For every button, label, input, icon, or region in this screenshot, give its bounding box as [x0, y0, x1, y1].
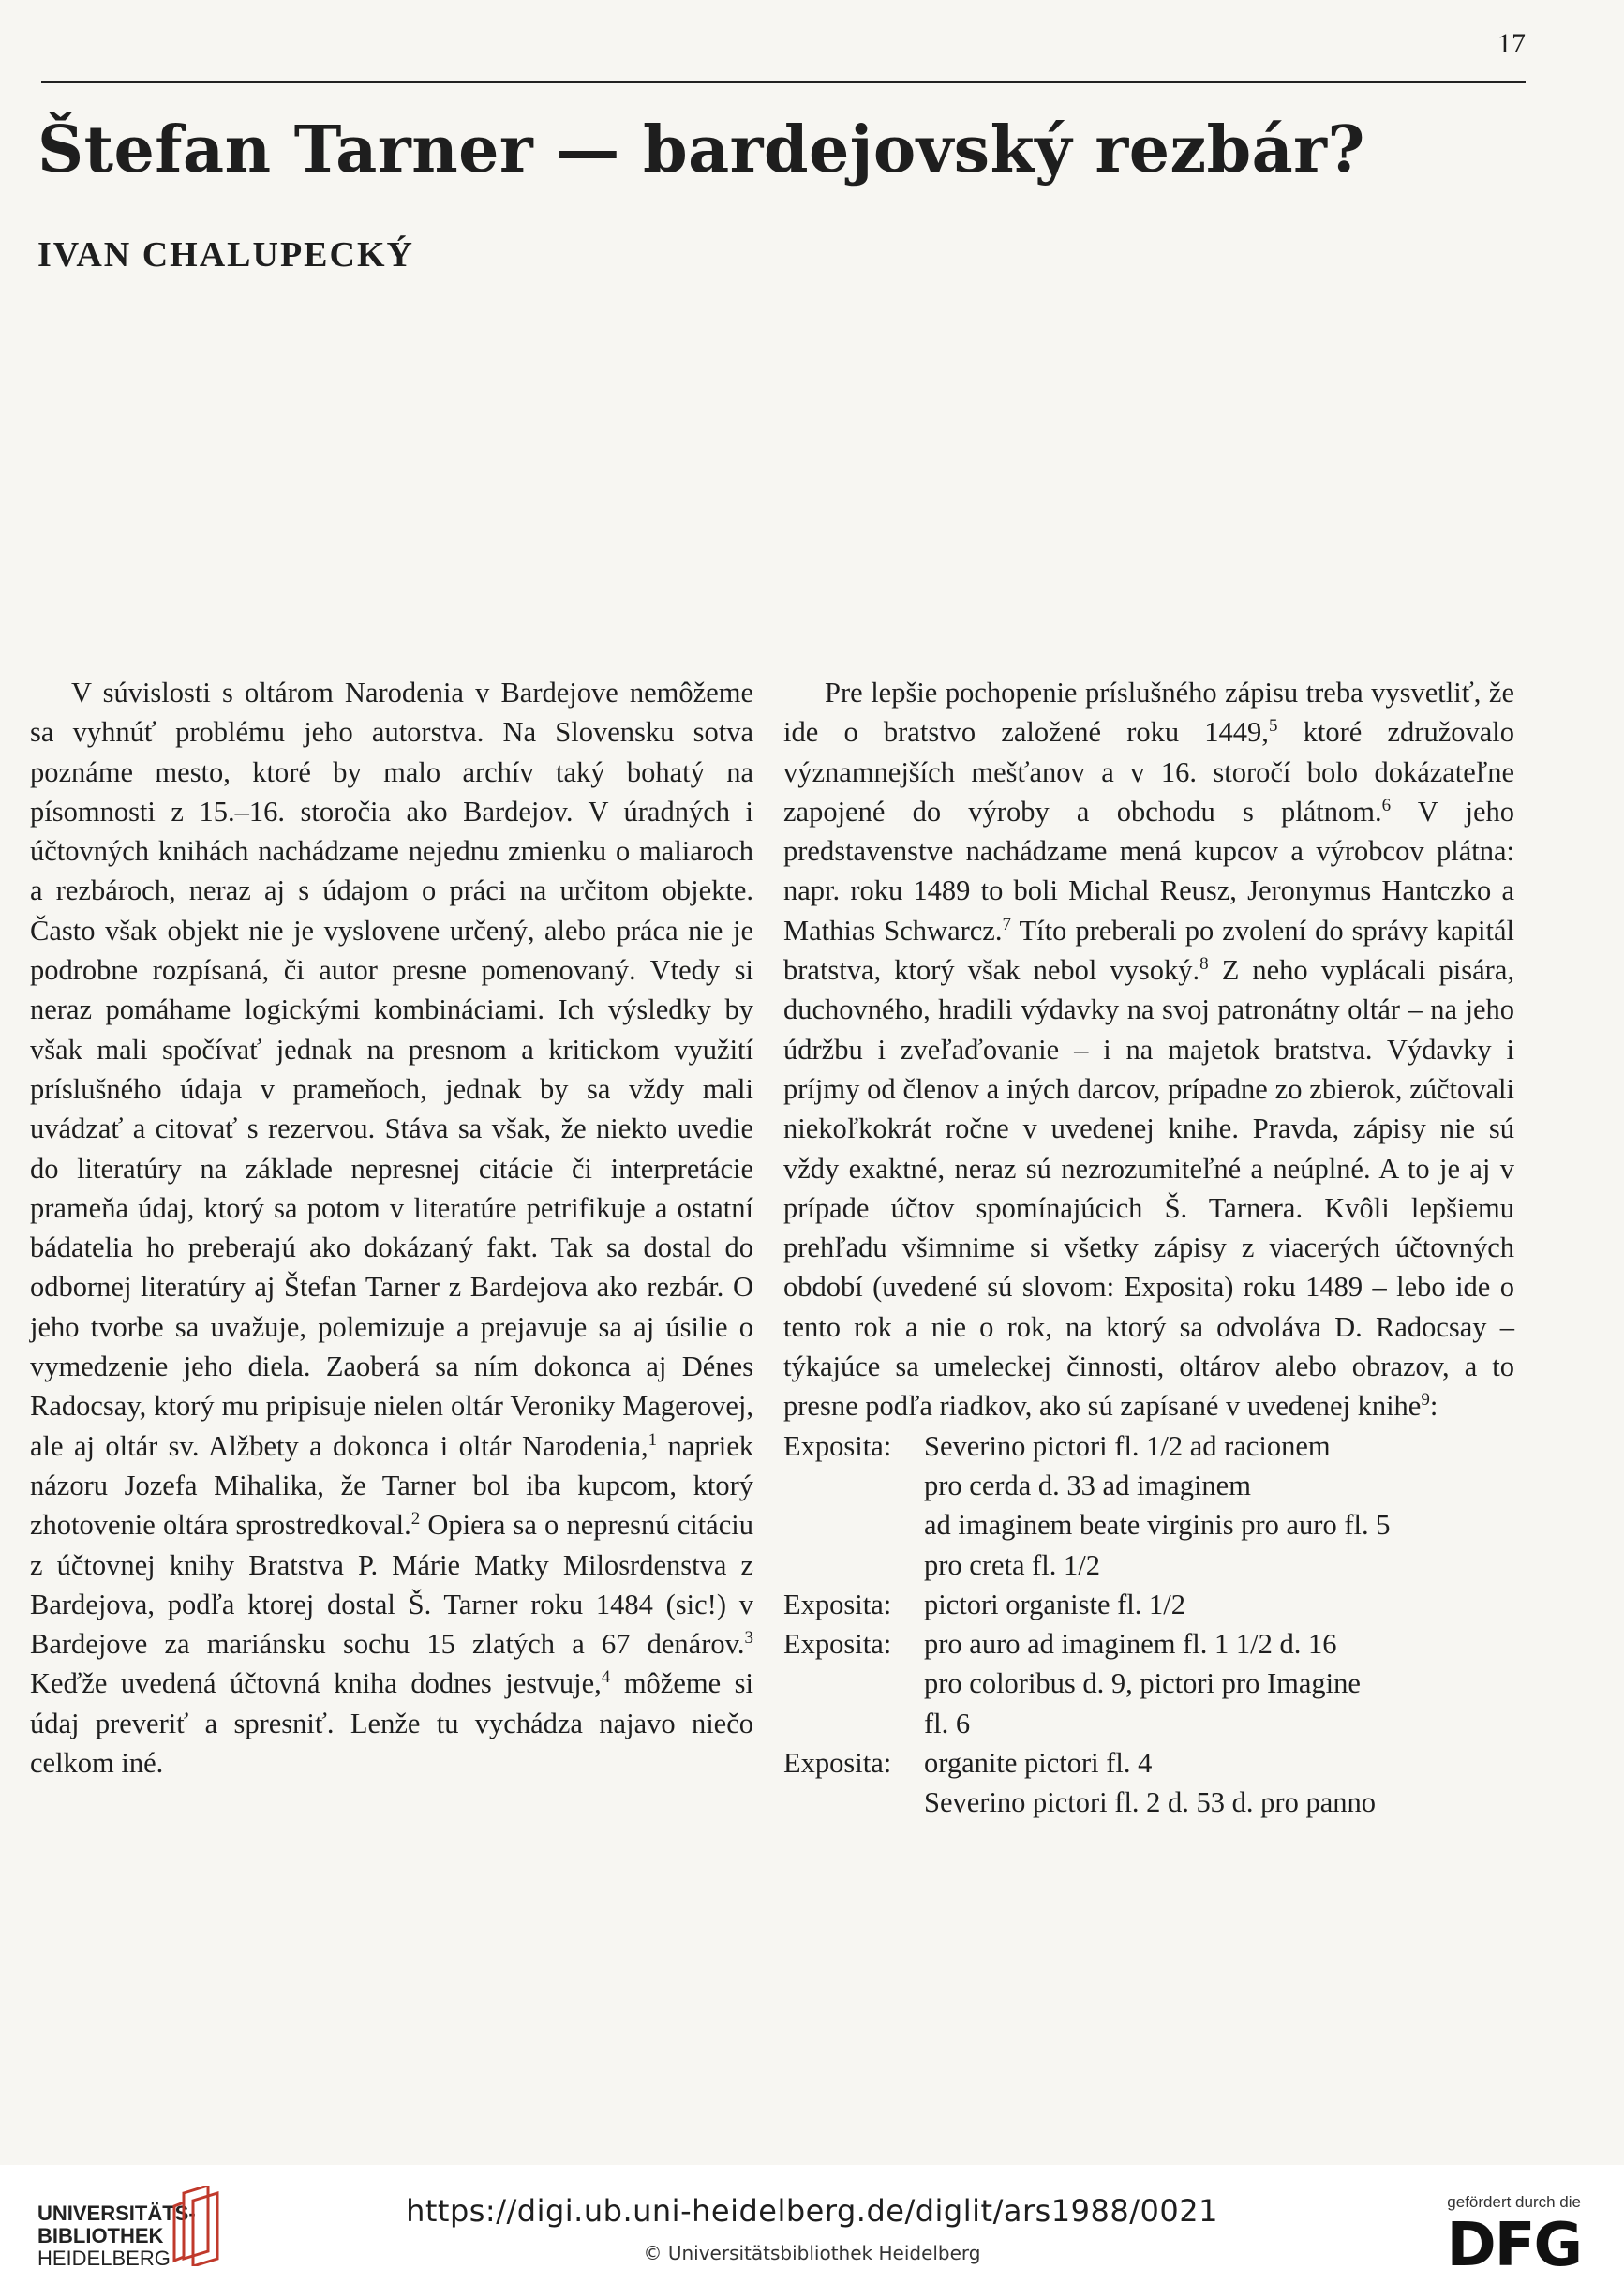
entry-line: pro creta fl. 1/2: [924, 1548, 1101, 1581]
text-segment: Pre lepšie pochopenie príslušného zápisu treba vysvetliť, že ide o bratstvo založené roku 1449,: [783, 677, 1514, 749]
text-segment: Keďže uvedená účtovná kniha dodnes jestvuje,: [30, 1667, 602, 1700]
account-entry: [783, 1426, 1514, 1585]
entry-line: fl. 6: [924, 1707, 971, 1739]
entry-line: pictori organiste fl. 1/2: [924, 1588, 1185, 1620]
library-name-line: BIBLIOTHEK: [37, 2224, 164, 2247]
article-author: IVAN CHALUPECKÝ: [37, 235, 414, 275]
text-segment: V súvislosti s oltárom Narodenia v Bardejove nemôžeme sa vyhnúť problému jeho autorstva. Na Slovensku sotva poznáme mesto, ktoré by malo archív taký bohatý na písomnosti z 15.–16. storočia ako Bardejov. V úradných i účtovných knihách nachádzame nejednu zmienku o maliaroch a rezbároch, neraz aj s údajom o práci na určitom objekte. Často však objekt nie je vyslovene určený, alebo práca nie je podrobne rozpísaná, či autor presne pomenovaný. Vtedy si neraz pomáhame logickými kombináciami. Ich výsledky by však mali spočívať jednak na presnom a kritickom využití príslušného údaja v prameňoch, jednak by sa vždy mali uvádzať a citovať s rezervou. Stáva sa však, že niekto uvedie do literatúry na základe nepresnej citácie či interpretácie prameňa údaj, ktorý sa potom v literatúre petrifikuje a ostatní bádatelia ho preberajú ako dokázaný fakt. Tak sa dostal do odbornej literatúry aj Štefan Tarner z Bardejova ako rezbár. O jeho tvorbe sa uvažuje, polemizuje a prejavuje sa aj úsilie o vymedzenie jeho diela. Zaoberá sa ním dokonca aj Dénes Radocsay, ktorý mu pripisuje nielen oltár Veroniky Magerovej, ale aj oltár sv. Alžbety a dokonca i oltár Narodenia,: [30, 677, 753, 1462]
account-entries: [783, 1426, 1514, 1823]
account-entry: [783, 1624, 1514, 1743]
entry-line: pro auro ad imaginem fl. 1 1/2 d. 16: [924, 1628, 1337, 1661]
right-column: [783, 673, 1514, 1823]
library-name-line: UNIVERSITÄTS-: [37, 2202, 196, 2225]
page-number: 17: [1497, 28, 1526, 59]
account-entry: [783, 1585, 1514, 1624]
text-segment: Opiera sa o nepresnú citáciu z účtovnej knihy Bratstva P. Márie Matky Milosrdenstva z Bardejova, podľa ktorej dostal Š. Tarner roku 1484 (sic!) v Bardejove za mariánsku sochu 15 zlatých a 67 denárov.: [30, 1509, 753, 1661]
copyright-notice: © Universitätsbibliothek Heidelberg: [643, 2242, 981, 2264]
entry-label: Exposita:: [783, 1588, 892, 1620]
entry-line: Severino pictori fl. 2 d. 53 d. pro panno: [924, 1786, 1376, 1819]
text-segment: Títo preberali po zvolení do správy kapitál bratstva, ktorý však nebol vysoký.: [783, 914, 1515, 987]
text-segment: Z neho vyplácali pisára, duchovného, hradili výdavky na svoj patronátny oltár – na jeho údržbu i zveľaďovanie – i na majetok bratstva. Výdavky i príjmy od členov a iných darcov, prípadne zo zbierok, zúčtovali niekoľkokrát ročne v uvedenej knihe. Pravda, zápisy nie sú vždy exaktné, neraz sú nezrozumiteľné a neúplné. A to je aj v prípade účtov spomínajúcich Š. Tarnera. Kvôli lepšiemu prehľadu všimnime si všetky zápisy z viacerých účtovných období (uvedené sú slovom: Exposita) roku 1489 – lebo ide o tento rok a nie o rok, na ktorý sa odvoláva D. Radocsay – týkajúce sa umeleckej činnosti, oltárov alebo obrazov, a to presne podľa riadkov, ako sú zapísané v uvedenej knihe: [783, 954, 1514, 1423]
account-entry: [783, 1743, 1514, 1823]
permalink-url[interactable]: https://digi.ub.uni-heidelberg.de/diglit/ars1988/0021: [406, 2193, 1218, 2229]
right-paragraph: [783, 673, 1514, 1426]
left-paragraph: [30, 673, 753, 1783]
viewer-footer: [0, 2165, 1624, 2284]
footnote-ref[interactable]: 9: [1421, 1390, 1430, 1411]
article-title: Štefan Tarner — bardejovský rezbár?: [37, 112, 1365, 187]
footnote-ref[interactable]: 1: [648, 1429, 658, 1450]
footnote-ref[interactable]: 2: [410, 1509, 421, 1530]
entry-label: Exposita:: [783, 1628, 892, 1661]
entry-line: pro coloribus d. 9, pictori pro Imagine: [924, 1667, 1361, 1700]
funding-text: gefördert durch die: [1447, 2193, 1581, 2211]
dfg-logo[interactable]: DFG: [1446, 2211, 1581, 2280]
footnote-ref[interactable]: 3: [744, 1627, 753, 1648]
footnote-ref[interactable]: 5: [1268, 716, 1278, 737]
text-segment: napriek názoru Jozefa Mihalika, že Tarner bol iba kupcom, ktorý zhotovenie oltára sprostredkoval.: [30, 1429, 753, 1542]
entry-label: Exposita:: [783, 1429, 892, 1462]
entry-line: Severino pictori fl. 1/2 ad racionem: [924, 1429, 1331, 1462]
left-column: [30, 673, 753, 1783]
entry-line: organite pictori fl. 4: [924, 1747, 1153, 1780]
text-segment: :: [1429, 1390, 1438, 1423]
text-segment: V jeho predstavenstve nachádzame mená kupcov a výrobcov plátna: napr. roku 1489 to boli Michal Reusz, Jeronymus Hantczko a Mathias Schwarcz.: [783, 795, 1514, 947]
entry-label: Exposita:: [783, 1747, 892, 1780]
header-rule: [41, 81, 1526, 83]
library-name-line: HEIDELBERG: [37, 2247, 171, 2270]
footnote-ref[interactable]: 4: [601, 1667, 611, 1688]
footnote-ref[interactable]: 8: [1199, 953, 1209, 974]
footnote-ref[interactable]: 7: [1002, 914, 1011, 934]
entry-line: ad imaginem beate virginis pro auro fl. 5: [924, 1509, 1391, 1542]
entry-line: pro cerda d. 33 ad imaginem: [924, 1469, 1251, 1501]
text-segment: ktoré združovalo významnejších mešťanov a v 16. storočí bolo dokázateľne zapojené do výroby a obchodu s plátnom.: [783, 716, 1514, 828]
footnote-ref[interactable]: 6: [1381, 795, 1392, 815]
text-segment: môžeme si údaj preveriť a spresniť. Lenže tu vychádza najavo niečo celkom iné.: [30, 1667, 753, 1780]
